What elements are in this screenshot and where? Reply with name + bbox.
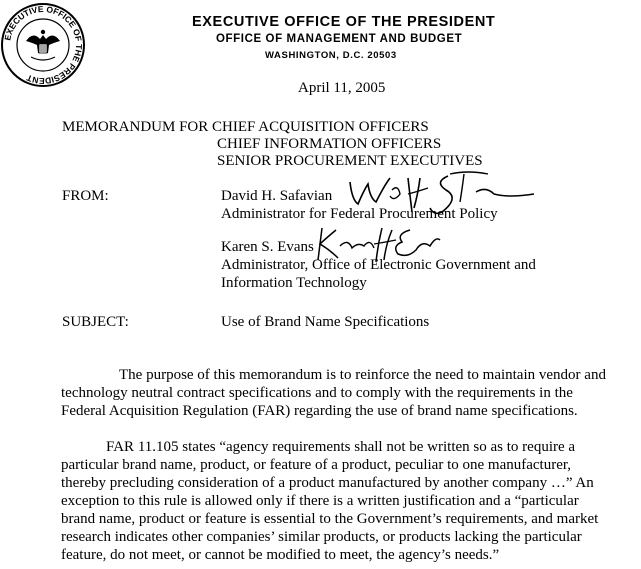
memo-for-line: MEMORANDUM FOR CHIEF ACQUISITION OFFICERS (62, 119, 429, 135)
para-2-line-2: particular brand name, product, or feature of a product, peculiar to one manufacturer, (61, 457, 571, 473)
agency-line-1: EXECUTIVE OFFICE OF THE PRESIDENT (192, 14, 496, 30)
para-2-line-1: FAR 11.105 states “agency requirements shall not be written so as to require a (106, 439, 576, 455)
sender-1-name: David H. Safavian (221, 188, 333, 204)
para-1-line-2: technology neutral contract specifications and to comply with the requirements in the (61, 385, 573, 401)
para-2-line-7: feature, do not meet, or cannot be modified to meet, the agency’s needs.” (61, 547, 500, 563)
subject-text: Use of Brand Name Specifications (221, 314, 430, 330)
from-label: FROM: (62, 188, 109, 204)
signature-evans (312, 222, 442, 266)
eagle-emblem (26, 30, 60, 60)
para-2-line-3: thereby precluding consideration of a product manufactured by another company …” An (61, 475, 594, 491)
para-1-line-3: Federal Acquisition Regulation (FAR) regarding the use of brand name specifications. (61, 403, 578, 419)
seal-text: EXECUTIVE OFFICE OF THE PRESIDENT (2, 3, 85, 87)
sender-2-name: Karen S. Evans (221, 239, 314, 255)
subject-label: SUBJECT: (62, 314, 129, 330)
agency-address: WASHINGTON, D.C. 20503 (265, 50, 397, 61)
memo-date: April 11, 2005 (298, 80, 386, 96)
para-2-line-5: brand name, product or feature is essential to the Government’s requirements, and market (61, 511, 599, 527)
agency-line-2: OFFICE OF MANAGEMENT AND BUDGET (216, 33, 463, 45)
recipient-cio: CHIEF INFORMATION OFFICERS (217, 136, 442, 152)
para-1-line-1: The purpose of this memorandum is to reinforce the need to maintain vendor and (119, 367, 606, 383)
signature-safavian (338, 168, 538, 220)
sender-1-title: Administrator for Federal Procurement Policy (221, 206, 498, 222)
recipient-spe: SENIOR PROCUREMENT EXECUTIVES (217, 153, 483, 169)
sender-2-title-line-2: Information Technology (221, 275, 367, 291)
sender-2-title-line-1: Administrator, Office of Electronic Government and (221, 257, 536, 273)
para-2-line-6: research indicates other companies’ similar products, or products lacking the particular (61, 529, 582, 545)
presidential-seal (0, 2, 86, 88)
para-2-line-4: exception to this rule is allowed only if there is a written justification and a “particular (61, 493, 579, 509)
